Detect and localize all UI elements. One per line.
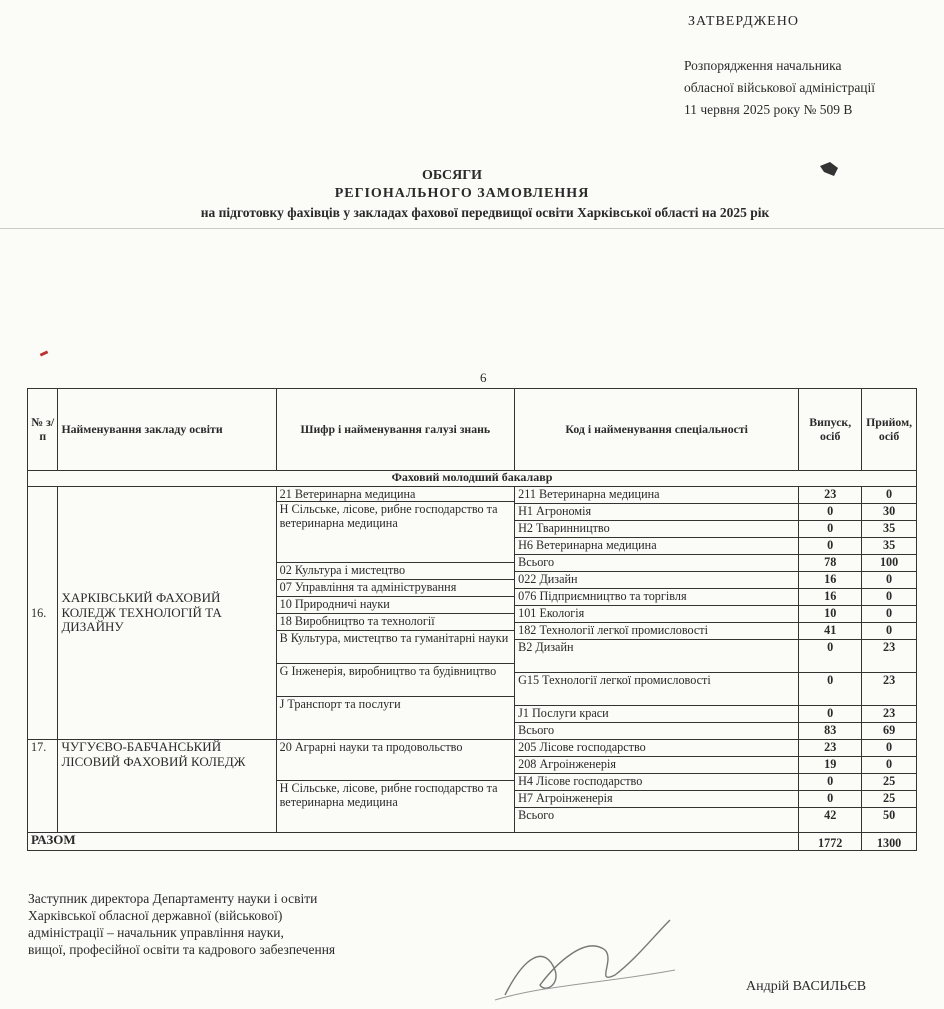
grad-17-5: 42 xyxy=(824,808,837,822)
specialty-17-5: Всього xyxy=(518,808,555,822)
total-admission: 1300 xyxy=(862,833,917,851)
table-row-17 xyxy=(28,740,917,833)
specialty-16-1: 211 Ветеринарна медицина xyxy=(515,487,798,504)
specialty-16-12: J1 Послуги краси xyxy=(515,706,798,723)
field-16-8: G Інженерія, виробництво та будівництво xyxy=(277,664,514,697)
adm-16-1: 0 xyxy=(862,487,916,504)
graduates-16 xyxy=(799,487,862,740)
grad-16-13: 83 xyxy=(824,723,837,737)
regional-order-table xyxy=(27,388,917,851)
adm-16-12: 23 xyxy=(862,706,916,723)
field-16-3: 02 Культура і мистецтво xyxy=(277,563,514,580)
specialty-16-9: 182 Технології легкої промисловості xyxy=(515,623,798,640)
fields-16 xyxy=(276,487,514,740)
doc-title-2: РЕГІОНАЛЬНОГО ЗАМОВЛЕННЯ xyxy=(334,186,590,201)
grad-16-4: 0 xyxy=(799,538,861,555)
signatory-line-4: вищої, професійної освіти та кадрового забезпечення xyxy=(28,942,336,957)
grad-16-6: 16 xyxy=(799,572,861,589)
graduates-17 xyxy=(799,740,862,833)
grad-17-1: 23 xyxy=(799,740,861,757)
specialty-16-13: Всього xyxy=(518,723,555,737)
field-16-1: 21 Ветеринарна медицина xyxy=(277,487,514,502)
grad-16-9: 41 xyxy=(799,623,861,640)
approval-line-1: Розпорядження начальника xyxy=(684,58,842,73)
row-num-16: 16. xyxy=(28,487,58,740)
specialty-17-1: 205 Лісове господарство xyxy=(515,740,798,757)
grad-16-5: 78 xyxy=(799,555,861,572)
specialty-16-2: H1 Агрономія xyxy=(515,504,798,521)
header-graduates: Випуск, осіб xyxy=(799,389,862,471)
specialty-16-3: H2 Тваринництво xyxy=(515,521,798,538)
adm-16-13: 69 xyxy=(882,723,896,737)
institution-17: ЧУГУЄВО-БАБЧАНСЬКИЙ ЛІСОВИЙ ФАХОВИЙ КОЛЕДЖ xyxy=(58,740,276,833)
doc-title-3: на підготовку фахівців у закладах фахової передвищої освіти Харківської області на 2025 рік xyxy=(200,205,770,220)
admission-16 xyxy=(862,487,917,740)
adm-17-3: 25 xyxy=(862,774,916,791)
grad-16-2: 0 xyxy=(799,504,861,521)
grad-16-1: 23 xyxy=(799,487,861,504)
section-row xyxy=(28,471,917,487)
specialty-17-3: H4 Лісове господарство xyxy=(515,774,798,791)
adm-16-9: 0 xyxy=(862,623,916,640)
specialty-16-6: 022 Дизайн xyxy=(515,572,798,589)
adm-16-7: 0 xyxy=(862,589,916,606)
adm-17-5: 50 xyxy=(882,808,896,822)
grad-16-11: 0 xyxy=(799,673,861,706)
field-17-2: H Сільське, лісове, рибне господарство та ветеринарна медицина xyxy=(279,781,498,810)
total-label: РАЗОМ xyxy=(28,833,799,851)
signatory-name: Андрій ВАСИЛЬЄВ xyxy=(746,979,867,994)
approval-line-3: 11 червня 2025 року № 509 В xyxy=(684,102,853,117)
doc-title-1: ОБСЯГИ xyxy=(421,168,483,183)
adm-16-6: 0 xyxy=(862,572,916,589)
total-graduates: 1772 xyxy=(799,833,862,851)
adm-16-10: 23 xyxy=(862,640,916,673)
specialty-16-7: 076 Підприємництво та торгівля xyxy=(515,589,798,606)
adm-16-2: 30 xyxy=(862,504,916,521)
specialties-17 xyxy=(515,740,799,833)
grad-16-7: 16 xyxy=(799,589,861,606)
field-17-1: 20 Аграрні науки та продовольство xyxy=(277,740,514,781)
field-16-2: H Сільське, лісове, рибне господарство та ветеринарна медицина xyxy=(277,502,514,563)
scan-divider xyxy=(0,228,944,229)
institution-16: ХАРКІВСЬКИЙ ФАХОВИЙ КОЛЕДЖ ТЕХНОЛОГІЙ ТА ДИЗАЙНУ xyxy=(58,487,276,740)
signatory-line-2: Харківської обласної державної (військової) xyxy=(28,908,283,923)
grad-16-3: 0 xyxy=(799,521,861,538)
page-number: 6 xyxy=(480,370,487,385)
specialties-16 xyxy=(515,487,799,740)
header-admission: Прийом, осіб xyxy=(862,389,917,471)
header-num: № з/п xyxy=(28,389,58,471)
adm-16-8: 0 xyxy=(862,606,916,623)
header-specialty: Код і найменування спеціальності xyxy=(515,389,799,471)
specialty-17-2: 208 Агроінженерія xyxy=(515,757,798,774)
grad-16-8: 10 xyxy=(799,606,861,623)
adm-16-3: 35 xyxy=(862,521,916,538)
specialty-16-4: H6 Ветеринарна медицина xyxy=(515,538,798,555)
signatory-line-1: Заступник директора Департаменту науки і освіти xyxy=(28,891,318,906)
specialty-16-8: 101 Екологія xyxy=(515,606,798,623)
fields-17 xyxy=(276,740,514,833)
handwritten-signature xyxy=(485,915,685,1007)
red-ink-mark xyxy=(40,350,49,356)
grad-17-4: 0 xyxy=(799,791,861,808)
header-institution: Найменування закладу освіти xyxy=(58,389,276,471)
grad-17-2: 19 xyxy=(799,757,861,774)
row-num-17: 17. xyxy=(28,740,58,833)
specialty-16-5: Всього xyxy=(515,555,798,572)
field-16-5: 10 Природничі науки xyxy=(277,597,514,614)
grad-16-10: 0 xyxy=(799,640,861,673)
table-header-row xyxy=(28,389,917,471)
field-16-4: 07 Управління та адміністрування xyxy=(277,580,514,597)
grad-16-12: 0 xyxy=(799,706,861,723)
table-row-16 xyxy=(28,487,917,740)
specialty-16-11: G15 Технології легкої промисловості xyxy=(515,673,798,706)
field-16-6: 18 Виробництво та технології xyxy=(277,614,514,631)
section-label: Фаховий молодший бакалавр xyxy=(28,471,917,487)
adm-16-11: 23 xyxy=(862,673,916,706)
adm-17-2: 0 xyxy=(862,757,916,774)
total-row xyxy=(28,833,917,851)
grad-17-3: 0 xyxy=(799,774,861,791)
adm-17-4: 25 xyxy=(862,791,916,808)
field-16-9: J Транспорт та послуги xyxy=(279,697,401,711)
field-16-7: B Культура, мистецтво та гуманітарні науки xyxy=(277,631,514,664)
adm-16-4: 35 xyxy=(862,538,916,555)
signatory-title xyxy=(28,890,448,958)
header-field: Шифр і найменування галузі знань xyxy=(276,389,514,471)
approval-heading: ЗАТВЕРДЖЕНО xyxy=(688,14,799,29)
approval-line-2: обласної військової адміністрації xyxy=(684,80,876,95)
signatory-line-3: адміністрації – начальник управління науки, xyxy=(28,925,284,940)
specialty-16-10: B2 Дизайн xyxy=(515,640,798,673)
specialty-17-4: H7 Агроінженерія xyxy=(515,791,798,808)
adm-16-5: 100 xyxy=(862,555,916,572)
adm-17-1: 0 xyxy=(862,740,916,757)
admission-17 xyxy=(862,740,917,833)
